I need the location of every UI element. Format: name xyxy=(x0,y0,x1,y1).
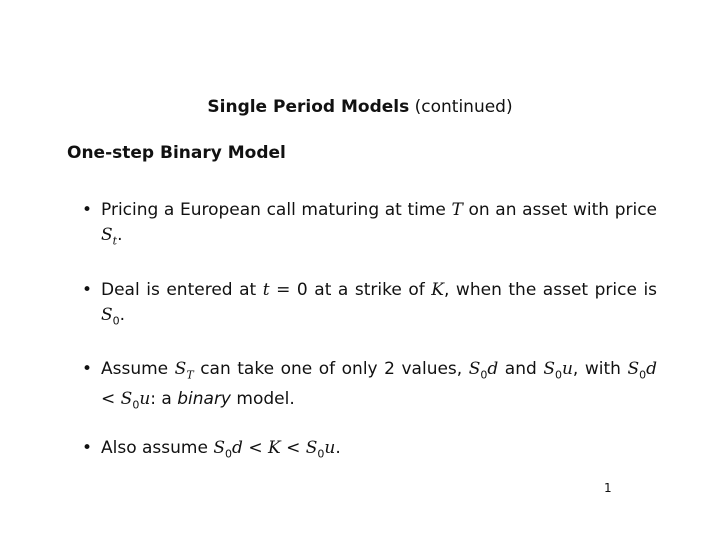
bullet-item-1: • Pricing a European call maturing at time T on an asset with price $S_t$. xyxy=(82,200,658,248)
bullet-item-4: • Also assume $S_0d < K < S_0u$. xyxy=(82,438,341,461)
bullet-dot: • xyxy=(82,438,93,458)
title-rest: (continued) xyxy=(414,97,513,117)
bullet-dot: • xyxy=(82,359,93,379)
bullet-item-2: • Deal is entered at t = 0 at a strike of K, when the asset price is $S_0$. xyxy=(82,280,658,328)
title-bold: Single Period Models xyxy=(207,97,410,117)
slide-title xyxy=(0,97,720,117)
bullet-dot: • xyxy=(82,280,93,300)
page-number: 1 xyxy=(604,481,612,495)
bullet-dot: • xyxy=(82,200,93,220)
emphasis-text: binary xyxy=(177,389,231,410)
bullet-item-3: • Assume $S_T$ can take one of only 2 values, $S_0d$ and $S_0u$, with $S_0d < S_0u$: a binary model. xyxy=(82,359,657,412)
section-heading: One-step Binary Model xyxy=(67,143,286,163)
